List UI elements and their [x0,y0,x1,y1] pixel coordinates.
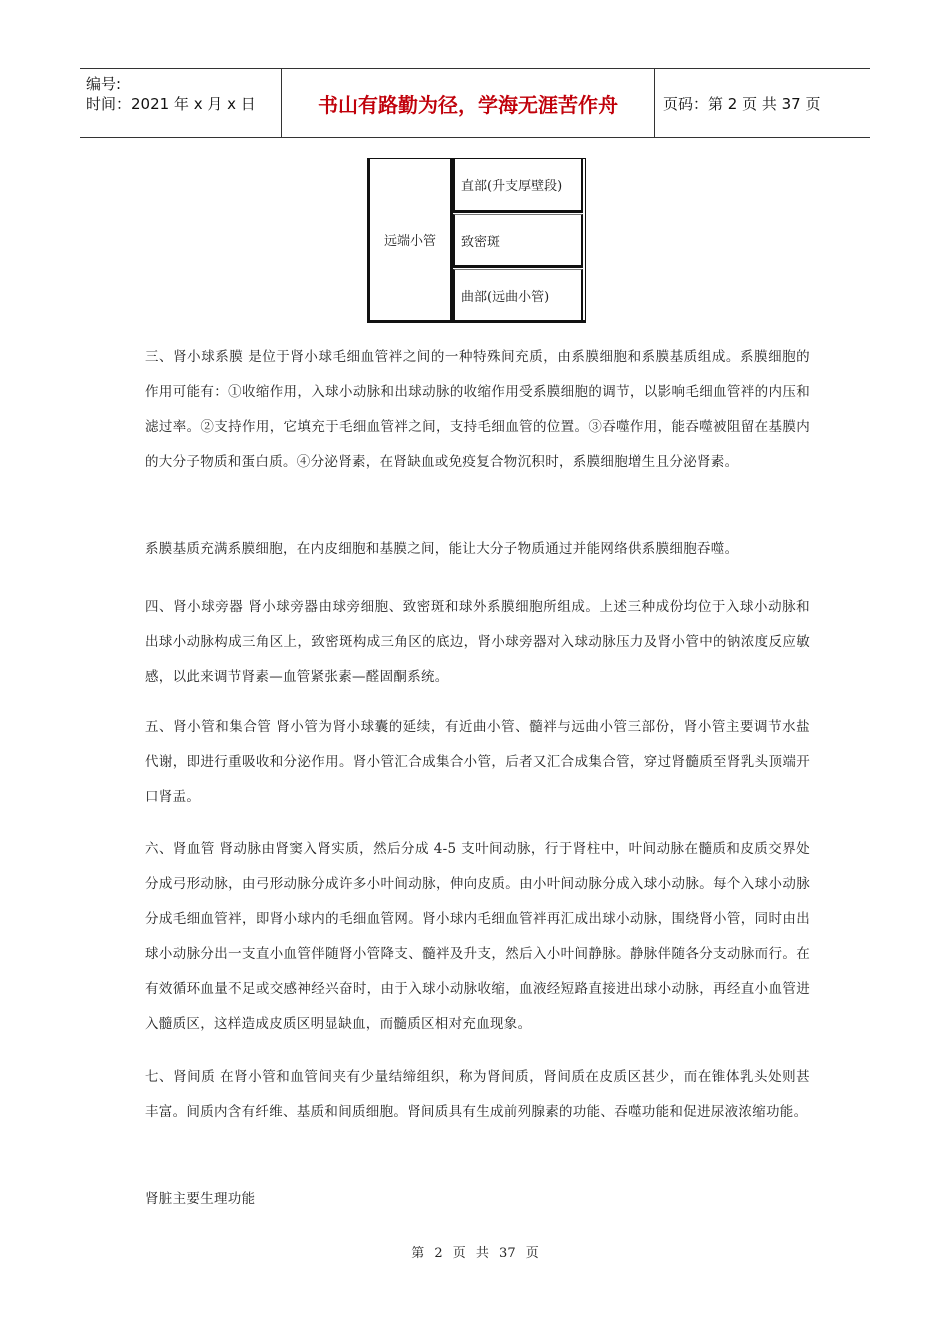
paragraph-glomerular-mesangium: 三、肾小球系膜 是位于肾小球毛细血管袢之间的一种特殊间充质，由系膜细胞和系膜基质组成。系膜细胞的作用可能有：①收缩作用，入球小动脉和出球动脉的收缩作用受系膜细胞的调节，以影响毛细血管袢的内压和滤过率。②支持作用，它填充于毛细血管袢之间，支持毛细血管的位置。③吞噬作用，能吞噬被阻留在基膜内的大分子物质和蛋白质。④分泌肾素，在肾缺血或免疫复合物沉积时，系膜细胞增生且分泌肾素。 [145,349,810,470]
paragraph-tubules-collecting-ducts: 五、肾小管和集合管 肾小管为肾小球囊的延续，有近曲小管、髓袢与远曲小管三部份，肾小管主要调节水盐代谢，即进行重吸收和分泌作用。肾小管汇合成集合小管，后者又汇合成集合管，穿过肾髓质至肾乳头顶端开口肾盂。 [145,719,810,805]
header-page-number: 页码：第 2 页 共 37 页 [663,94,821,113]
section-heading-kidney-functions: 肾脏主要生理功能 [145,1191,256,1207]
header-motto: 书山有路勤为径，学海无涯苦作舟 [281,69,655,137]
paragraph-renal-interstitium: 七、肾间质 在肾小管和血管间夹有少量结缔组织，称为肾间质，肾间质在皮质区甚少，而在锥体乳头处则甚丰富。间质内含有纤维、基质和间质细胞。肾间质具有生成前列腺素的功能、吞噬功能和促进尿液浓缩功能。 [145,1069,810,1120]
document-date: 时间：2021 年 x 月 x 日 [86,95,256,113]
distal-tubule-structure-table [367,158,586,323]
table-child-cell: 曲部(远曲小管) [453,269,583,320]
table-child-cell: 致密斑 [453,214,583,268]
page-header [80,68,870,138]
header-meta [80,69,280,137]
paragraph-juxtaglomerular-apparatus: 四、肾小球旁器 肾小球旁器由球旁细胞、致密斑和球外系膜细胞所组成。上述三种成份均位于入球小动脉和出球小动脉构成三角区上，致密斑构成三角区的底边，肾小球旁器对入球动脉压力及肾小管中的钠浓度反应敏感，以此来调节肾素—血管紧张素—醛固酮系统。 [145,599,810,685]
table-parent-cell: 远端小管 [370,159,453,320]
document-number-label: 编号: [86,75,122,93]
table-child-cell: 直部(升支厚壁段) [453,159,583,213]
paragraph-renal-vessels: 六、肾血管 肾动脉由肾窦入肾实质，然后分成 4-5 支叶间动脉，行于肾柱中，叶间动脉在髓质和皮质交界处分成弓形动脉，由弓形动脉分成许多小叶间动脉，伸向皮质。由小叶间动脉分成入球小动脉。每个入球小动脉分成毛细血管袢，即肾小球内的毛细血管网。肾小球内毛细血管袢再汇成出球小动脉，围绕肾小管，同时由出球小动脉分出一支直小血管伴随肾小管降支、髓袢及升支，然后入小叶间静脉。静脉伴随各分支动脉而行。在有效循环血量不足或交感神经兴奋时，由于入球小动脉收缩，血液经短路直接进出球小动脉，再经直小血管进入髓质区，这样造成皮质区明显缺血，而髓质区相对充血现象。 [145,841,810,1032]
paragraph-mesangial-matrix: 系膜基质充满系膜细胞，在内皮细胞和基膜之间，能让大分子物质通过并能网络供系膜细胞吞噬。 [145,541,739,557]
page-footer: 第 2 页 共 37 页 [411,1246,539,1261]
